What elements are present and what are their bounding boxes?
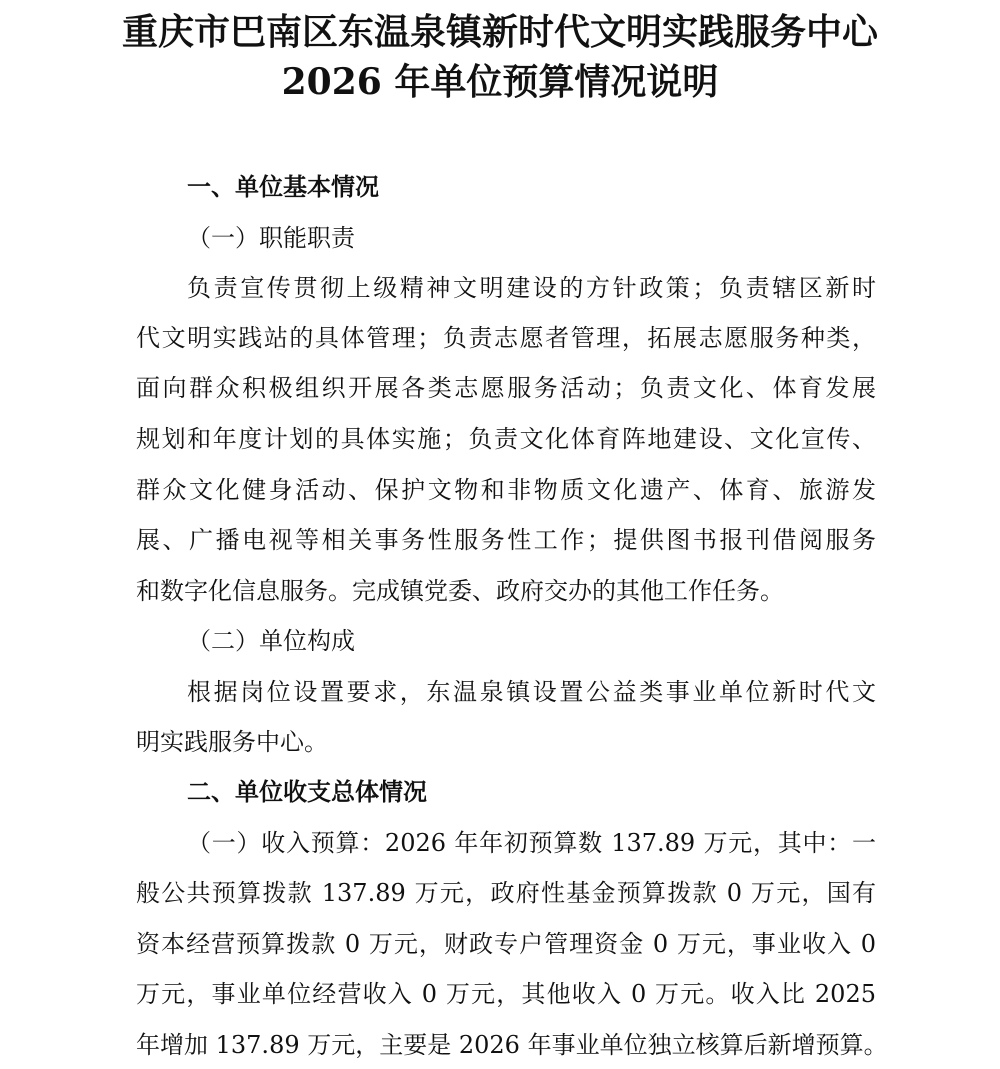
paragraph-line: 资本经营预算拨款 0 万元，财政专户管理资金 0 万元，事业收入 0: [136, 930, 876, 958]
subsection-heading-composition: （二）单位构成: [187, 627, 355, 655]
paragraph-line: 群众文化健身活动、保护文物和非物质文化遗产、体育、旅游发: [136, 476, 876, 504]
paragraph-line: 和数字化信息服务。完成镇党委、政府交办的其他工作任务。: [136, 577, 784, 605]
section-heading-income-expenditure: 二、单位收支总体情况: [187, 778, 427, 806]
document-title-line-1: 重庆市巴南区东温泉镇新时代文明实践服务中心: [121, 11, 878, 53]
paragraph-line: 面向群众积极组织开展各类志愿服务活动；负责文化、体育发展: [136, 374, 876, 402]
subsection-heading-functions: （一）职能职责: [187, 224, 355, 252]
paragraph-line: 规划和年度计划的具体实施；负责文化体育阵地建设、文化宣传、: [136, 425, 876, 453]
paragraph-line: 年增加 137.89 万元，主要是 2026 年事业单位独立核算后新增预算。: [136, 1031, 888, 1059]
document-title-line-2: 2026 年单位预算情况说明: [281, 61, 719, 103]
paragraph-line: （一）收入预算：2026 年年初预算数 137.89 万元，其中：一: [187, 829, 876, 857]
paragraph-line: 明实践服务中心。: [136, 728, 328, 756]
paragraph-line: 代文明实践站的具体管理；负责志愿者管理，拓展志愿服务种类，: [136, 324, 876, 352]
paragraph-line: 根据岗位设置要求，东温泉镇设置公益类事业单位新时代文: [187, 678, 876, 706]
paragraph-line: 万元，事业单位经营收入 0 万元，其他收入 0 万元。收入比 2025: [136, 980, 876, 1008]
paragraph-line: 负责宣传贯彻上级精神文明建设的方针政策；负责辖区新时: [187, 274, 876, 302]
paragraph-line: 般公共预算拨款 137.89 万元，政府性基金预算拨款 0 万元，国有: [136, 879, 876, 907]
paragraph-line: 展、广播电视等相关事务性服务性工作；提供图书报刊借阅服务: [136, 526, 876, 554]
section-heading-basic-info: 一、单位基本情况: [187, 173, 379, 201]
